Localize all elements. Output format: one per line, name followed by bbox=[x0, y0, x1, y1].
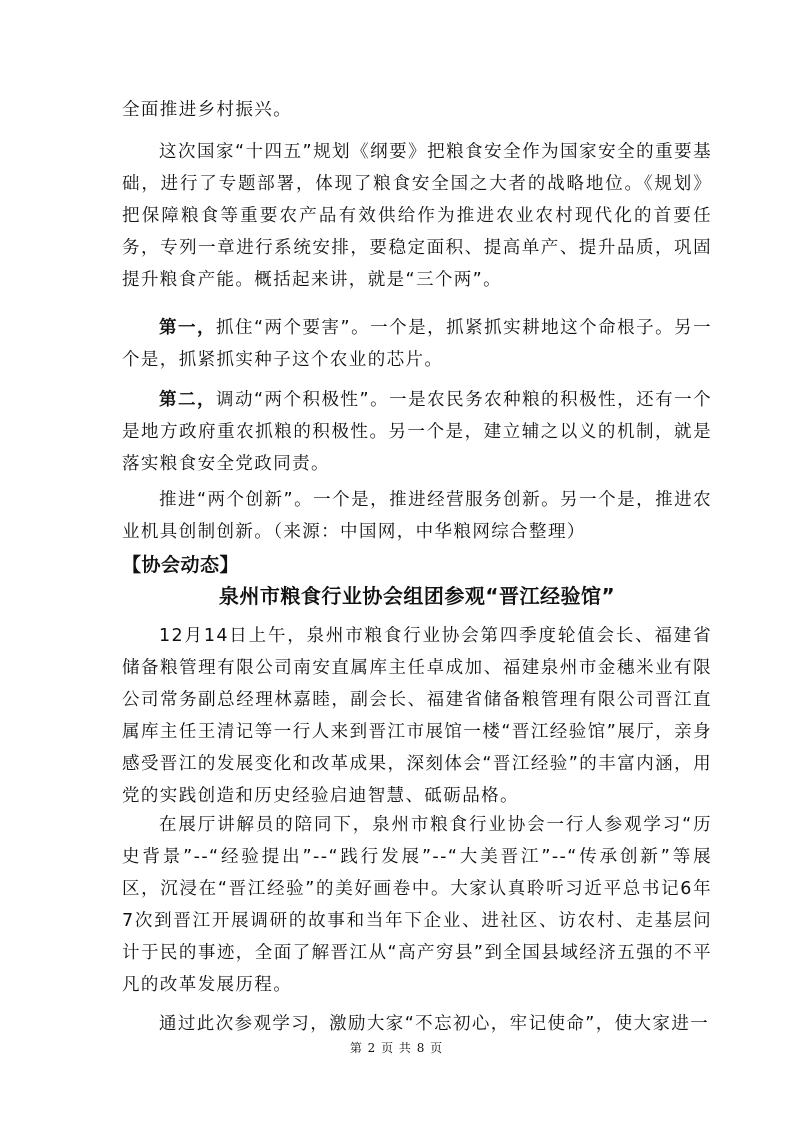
point-two-lead: 第二， bbox=[159, 390, 216, 410]
article-paragraph-conclusion: 通过此次参观学习，激励大家“不忘初心，牢记使命”，使大家进一 bbox=[159, 1014, 710, 1034]
article-paragraph-visit: 12月14日上午，泉州市粮食行业协会第四季度轮值会长、福建省储备粮管理有限公司南安直属库主任卓成加、福建泉州市金穗米业有限公司常务副总经理林嘉睦，副会长、福建省储备粮管理有限公司晋江直属库主任王清记等一行人来到晋江市展馆一楼“晋江经验馆”展厅，亲身感受晋江的发展变化和改革成果，深刻体会“晋江经验”的丰富内涵，用党的实践创造和历史经验启迪智慧、砥砺品格。 bbox=[122, 626, 712, 806]
point-one-lead: 第一， bbox=[159, 318, 216, 338]
article-title: 泉州市粮食行业协会组团参观“晋江经验馆” bbox=[218, 584, 616, 608]
page-number-footer: 第 2 页 共 8 页 bbox=[349, 1041, 444, 1055]
paragraph-planning-outline: 这次国家“十四五”规划《纲要》把粮食安全作为国家安全的重要基础，进行了专题部署，体现了粮食安全国之大者的战略地位。《规划》把保障粮食等重要农产品有效供给作为推进农业农村现代化的首要任务，专列一章进行系统安排，要稳定面积、提高单产、提升品质，巩固提升粮食产能。概括起来讲，就是“三个两”。 bbox=[122, 142, 712, 290]
paragraph-continuation: 全面推进乡村振兴。 bbox=[122, 100, 293, 120]
section-heading: 【协会动态】 bbox=[122, 554, 240, 576]
paragraph-point-two bbox=[122, 384, 712, 480]
paragraph-point-one bbox=[122, 312, 712, 376]
paragraph-two-innovations: 推进“两个创新”。一个是，推进经营服务创新。另一个是，推进农业机具创制创新。（来源：中国网，中华粮网综合整理） bbox=[122, 490, 712, 542]
article-paragraph-exhibition: 在展厅讲解员的陪同下，泉州市粮食行业协会一行人参观学习“历史背景”--“经验提出”--“践行发展”--“大美晋江”--“传承创新”等展区，沉浸在“晋江经验”的美好画卷中。大家认真聆听习近平总书记6年7次到晋江开展调研的故事和当年下企业、进社区、访农村、走基层问计于民的事迹，全面了解晋江从“高产穷县”到全国县域经济五强的不平凡的改革发展历程。 bbox=[122, 815, 712, 995]
point-two-text: 调动“两个积极性”。一是农民务农种粮的积极性，还有一个是地方政府重农抓粮的积极性。另一个是，建立辅之以义的机制，就是落实粮食安全党政同责。 bbox=[122, 390, 712, 474]
point-one-text: 抓住“两个要害”。一个是，抓紧抓实耕地这个命根子。另一个是，抓紧抓实种子这个农业的芯片。 bbox=[122, 318, 712, 370]
